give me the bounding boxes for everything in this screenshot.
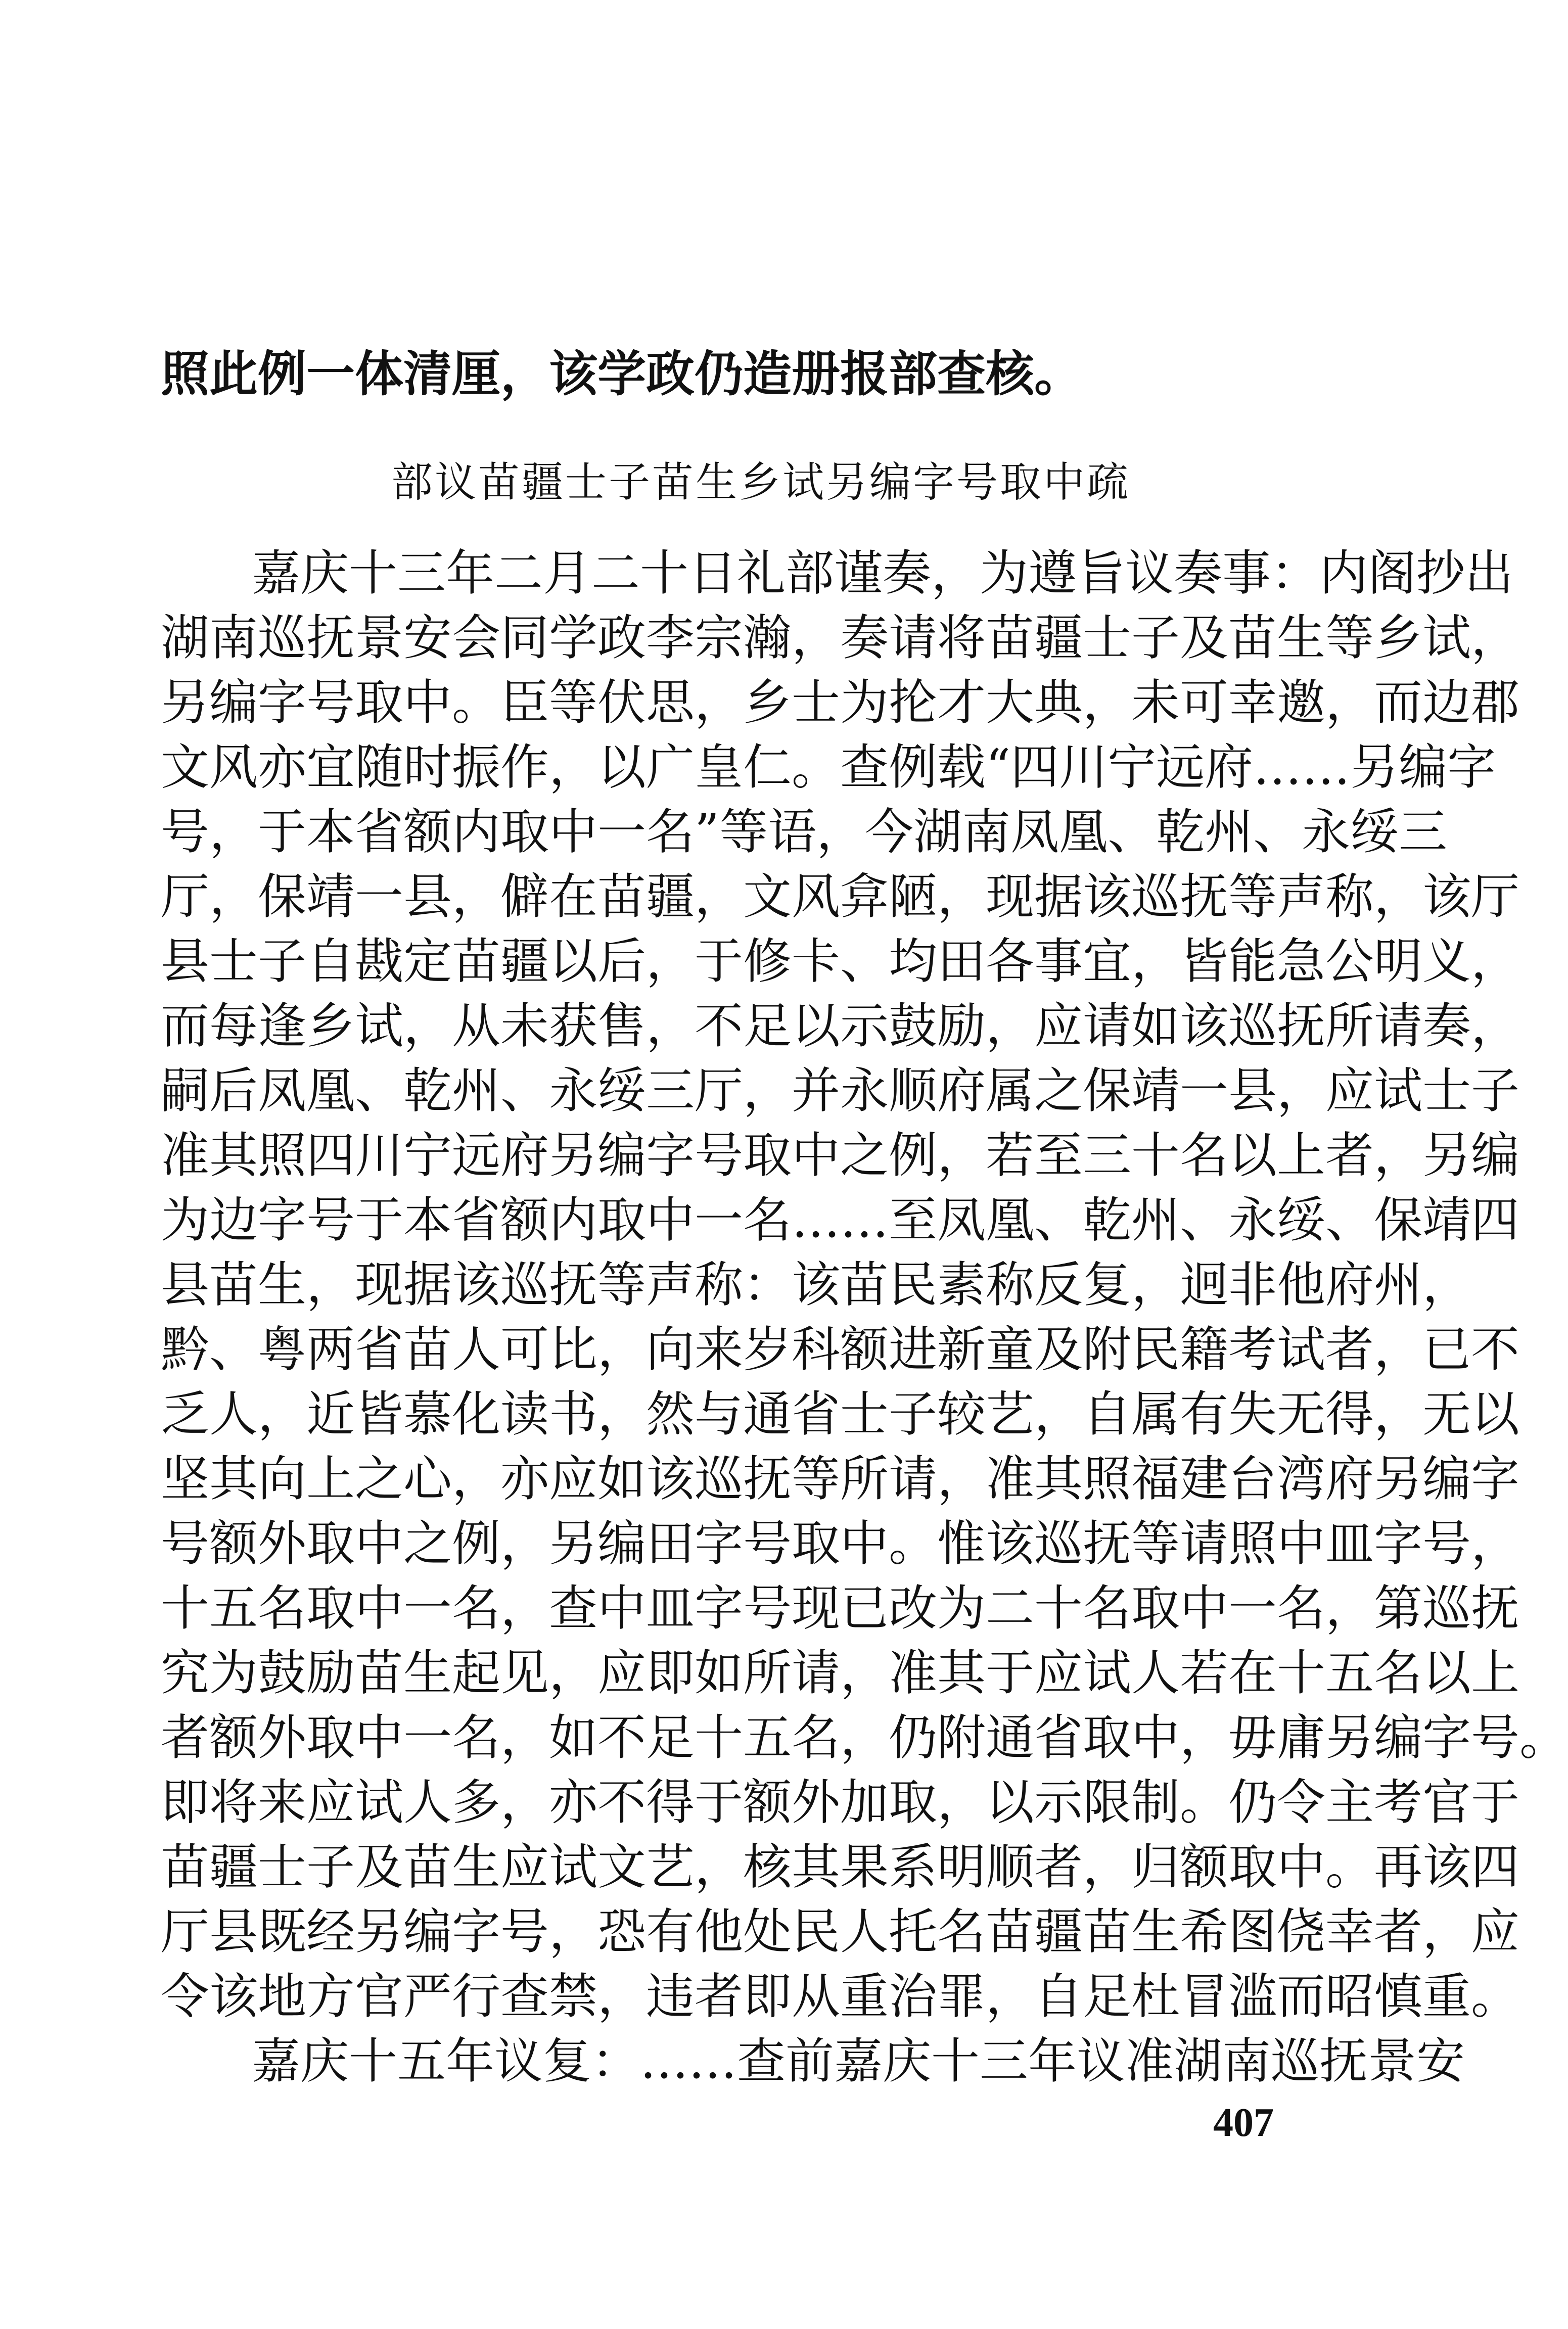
body-line: 令该地方官严行查禁，违者即从重治罪，自足杜冒滥而昭慎重。: [161, 1968, 1519, 2025]
body-line: 即将来应试人多，亦不得于额外加取，以示限制。仍令主考官于: [161, 1774, 1519, 1831]
body-line: 嘉庆十三年二月二十日礼部谨奏，为遵旨议奏事：内阁抄出: [252, 545, 1513, 601]
page-number: 407: [1213, 2101, 1274, 2145]
body-line: 号，于本省额内取中一名”等语，今湖南凤凰、乾州、永绥三: [161, 804, 1448, 860]
body-line: 乏人，近皆慕化读书，然与通省士子较艺，自属有失无得，无以: [161, 1386, 1519, 1442]
body-line: 苗疆士子及苗生应试文艺，核其果系明顺者，归额取中。再该四: [161, 1839, 1519, 1895]
body-line: 县苗生，现据该巡抚等声称：该苗民素称反复，迥非他府州，: [161, 1256, 1471, 1313]
body-line: 黔、粤两省苗人可比，向来岁科额进新童及附民籍考试者，已不: [161, 1321, 1519, 1378]
body-line: 另编字号取中。臣等伏思，乡士为抡才大典，未可幸邀，而边郡: [161, 674, 1519, 731]
body-line: 而每逢乡试，从未获售，不足以示鼓励，应请如该巡抚所请奏，: [161, 998, 1519, 1054]
body-line: 究为鼓励苗生起见，应即如所请，准其于应试人若在十五名以上: [161, 1645, 1519, 1701]
body-line: 者额外取中一名，如不足十五名，仍附通省取中，毋庸另编字号。: [161, 1709, 1568, 1766]
body-line: 文风亦宜随时振作，以广皇仁。查例载“四川宁远府……另编字: [161, 739, 1496, 796]
body-line: 为边字号于本省额内取中一名……至凤凰、乾州、永绥、保靖四: [161, 1192, 1519, 1248]
body-line: 县士子自戡定苗疆以后，于修卡、均田各事宜，皆能急公明义，: [161, 933, 1519, 990]
carry-over-line: 照此例一体清厘，该学政仍造册报部查核。: [161, 345, 1083, 402]
section-title: 部议苗疆士子苗生乡试另编字号取中疏: [391, 458, 1130, 506]
body-line: 嗣后凤凰、乾州、永绥三厅，并永顺府属之保靖一县，应试士子: [161, 1062, 1519, 1119]
body-line: 坚其向上之心，亦应如该巡抚等所请，准其照福建台湾府另编字: [161, 1451, 1519, 1507]
body-line: 号额外取中之例，另编田字号取中。惟该巡抚等请照中皿字号，: [161, 1515, 1519, 1572]
body-line: 嘉庆十五年议复：……查前嘉庆十三年议准湖南巡抚景安: [252, 2033, 1465, 2089]
body-line: 准其照四川宁远府另编字号取中之例，若至三十名以上者，另编: [161, 1127, 1519, 1184]
body-line: 湖南巡抚景安会同学政李宗瀚，奏请将苗疆士子及苗生等乡试，: [161, 610, 1519, 666]
body-text: [161, 541, 1568, 2093]
body-line: 厅，保靖一县，僻在苗疆，文风弇陋，现据该巡抚等声称，该厅: [161, 868, 1519, 925]
body-line: 厅县既经另编字号，恐有他处民人托名苗疆苗生希图侥幸者，应: [161, 1903, 1519, 1960]
body-line: 十五名取中一名，查中皿字号现已改为二十名取中一名，第巡抚: [161, 1580, 1519, 1637]
